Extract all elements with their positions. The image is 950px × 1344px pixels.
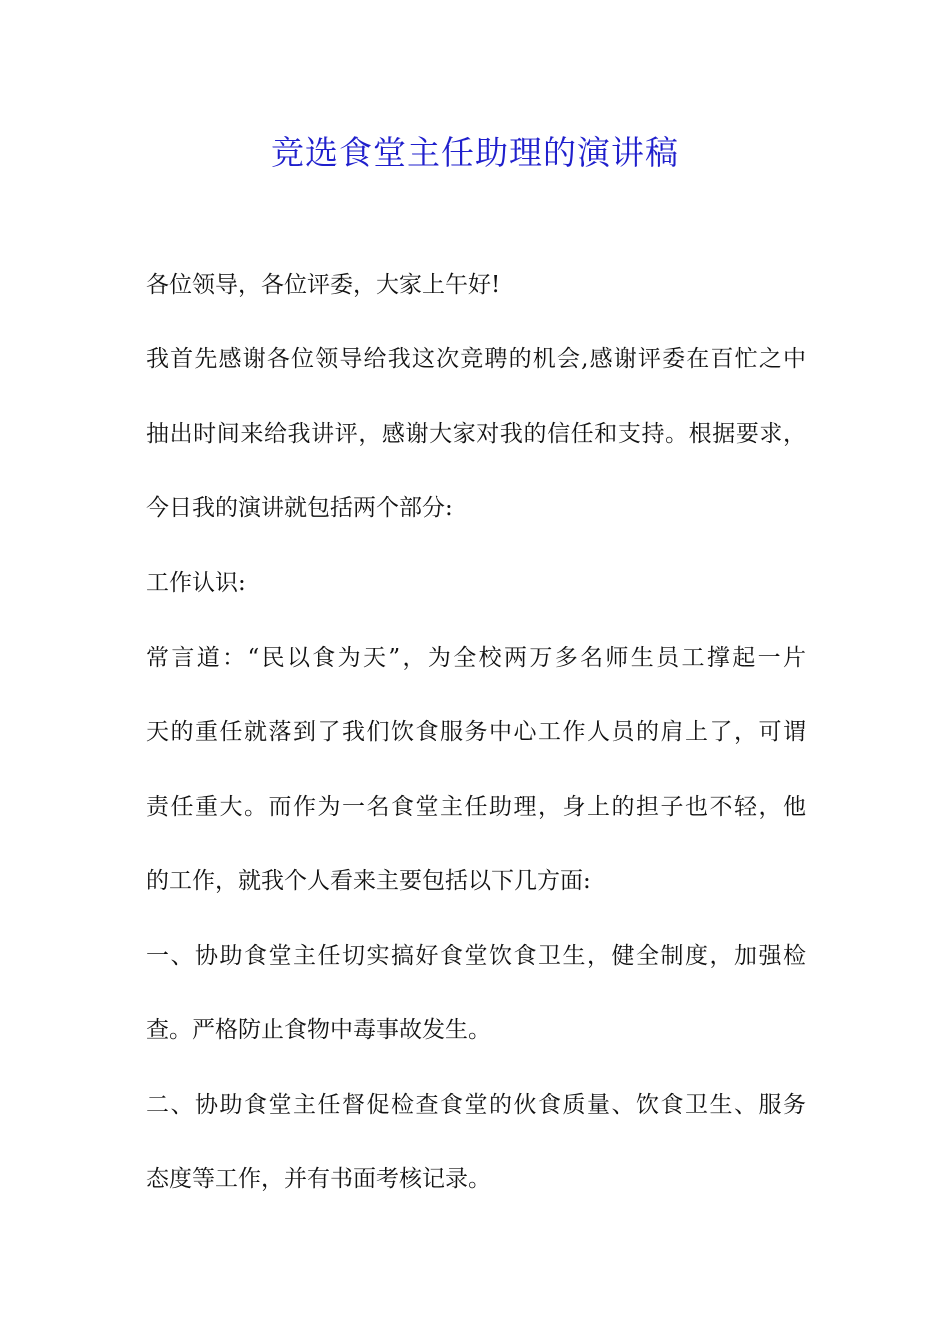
paragraph-line: 天的重任就落到了我们饮食服务中心工作人员的肩上了，可谓	[146, 719, 806, 745]
document-title: 竞选食堂主任助理的演讲稿	[271, 133, 679, 172]
paragraph-line: 常言道：“民以食为天”，为全校两万多名师生员工撑起一片	[146, 645, 806, 671]
paragraph-line: 今日我的演讲就包括两个部分:	[146, 495, 453, 521]
paragraph-line: 责任重大。而作为一名食堂主任助理，身上的担子也不轻，他	[146, 794, 806, 820]
greeting-line: 各位领导，各位评委，大家上午好!	[146, 272, 501, 298]
list-item-line: 态度等工作，并有书面考核记录。	[146, 1166, 491, 1192]
paragraph-line: 抽出时间来给我讲评，感谢大家对我的信任和支持。根据要求，	[146, 421, 806, 447]
paragraph-line: 的工作，就我个人看来主要包括以下几方面:	[146, 868, 591, 894]
paragraph-line: 我首先感谢各位领导给我这次竞聘的机会,感谢评委在百忙之中	[146, 346, 806, 372]
list-item-line: 查。严格防止食物中毒事故发生。	[146, 1017, 491, 1043]
section-heading: 工作认识:	[146, 570, 246, 596]
list-item-line: 二、协助食堂主任督促检查食堂的伙食质量、饮食卫生、服务	[146, 1092, 806, 1118]
list-item-line: 一、协助食堂主任切实搞好食堂饮食卫生，健全制度，加强检	[146, 943, 806, 969]
